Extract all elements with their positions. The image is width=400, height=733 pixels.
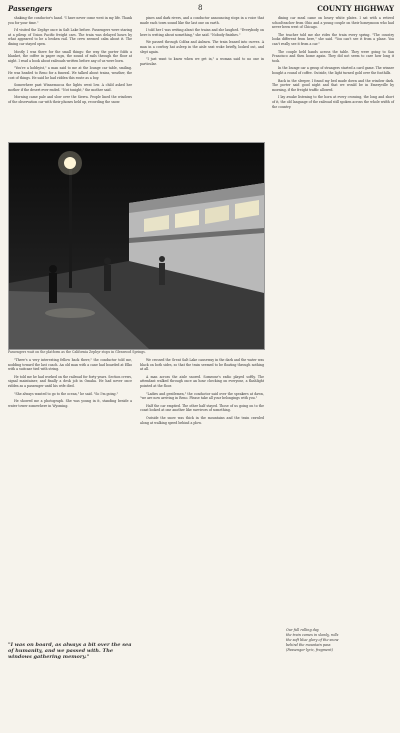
article-column-lower-1 [8,358,132,411]
poem-line: behind the mountain pass [286,643,331,647]
paragraph: Back in the sleeper, I found my bed made down and the window dark. The porter said good night and that we would be in Emeryville by morning, if the freight traffic allowed. [272,78,394,92]
paragraph: Outside the snow was thick in the mountains and the train crawled along at walking speed behind a plow. [140,415,264,425]
article-column-lower-2 [140,358,264,428]
paragraph: Somewhere past Winnemucca the lights went low. A child asked her mother if the desert ever ended. "Not tonight," the mother said. [8,83,132,92]
pull-quote: "I was on board, as always a bit over the sea of humanity, and we passed with. The windows gathering memory." [8,642,132,660]
paragraph: "You're a hobbyist," a man said to me at the lounge car table, smiling. He was headed to Reno for a funeral. We talked about trains, weather, the cost of things. He said he had ridden this route as a boy. [8,66,132,80]
paragraph: He showed me a photograph. She was young in it, standing beside a water tower somewhere in Wyoming. [8,399,132,408]
paragraph: We passed through Colfax and Auburn. The train leaned into curves. A man in a cowboy hat asleep in the aisle seat woke briefly, looked out, and slept again. [140,40,264,54]
poem-excerpt [286,628,386,653]
paragraph: I told her I was writing about the trains and she laughed. "Everybody on here is writing about something," she said. "Nobody finishes." [140,28,264,37]
paragraph: Half the car emptied. The other half stayed. Those of us going on to the coast looked at one another like survivors of something. [140,403,264,413]
paragraph: shaking the conductor's hand. "I have never come west in my life. Thank you for your time." [8,16,132,25]
paragraph: I lay awake listening to the horn at every crossing, the long and short of it, the old language of the railroad still spoken across the whole width of the country. [272,95,394,109]
poem-line: (Passenger lyric, fragment) [286,648,333,652]
photo-caption: Passengers wait on the platform as the California Zephyr stops in Glenwood Springs. [8,350,146,354]
paragraph: Morning came pale and slow over the Sierra. People lined the windows of the observation car with their phones held up, recording the snow. [8,95,132,104]
paragraph: In the lounge car a group of strangers started a card game. The winner bought a round of coffee. Outside, the light turned gold over the foothills. [272,66,394,75]
paragraph: The couple held hands across the table. They were going to San Francisco and then home again. They did not seem to care how long it took. [272,49,394,63]
page-number: 8 [198,4,203,12]
publication-name: COUNTY HIGHWAY [317,4,394,13]
poem-line: Our full rolling day [286,628,319,632]
photo-illustration [9,143,264,349]
paragraph: pines and dark rivers, and a conductor announcing stops in a voice that made each town sound like the last one on earth. [140,16,264,25]
paragraph: "I just want to know when we get in," a woman said to no one in particular. [140,57,264,66]
paragraph: He told me he had worked on the railroad for forty years. Section crews, signal maintainer, and finally a desk job in Omaha. He had never once ridden as a passenger until his wife died. [8,374,132,388]
train-platform-photo [8,142,265,350]
paragraph: A man across the aisle snored. Someone's radio played softly. The attendant walked through once an hour checking on everyone, a flashlight pointed at the floor. [140,374,264,388]
poem-line: the soft blue glory of the snow [286,638,339,642]
paragraph: Mostly I was there for the small things: the way the porter folds a blanket, the coffee in paper cups, the sound of rails through the floor at night. I read a book about railroads written before any of us were born. [8,49,132,63]
paragraph: "There's a very interesting fellow back there," the conductor told me, nodding toward the last coach. An old man with a cane had boarded at Elko with a suitcase tied with string. [8,358,132,372]
paragraph: We crossed the Great Salt Lake causeway in the dark and the water was black on both sides, so that the train seemed to be floating through nothing at all. [140,358,264,372]
article-column-3 [272,16,394,112]
article-column-1 [8,16,132,108]
paragraph: "Ladies and gentlemen," the conductor said over the speakers at dawn, "we are now arriving in Reno. Please take all your belongings with you." [140,391,264,401]
section-header: Passengers [8,4,53,13]
poem-line: the train comes in slowly, rolls [286,633,339,637]
paragraph: "She always wanted to go to the ocean," he said. "So I'm going." [14,391,119,396]
paragraph: dining car meal came on heavy white plates. I sat with a retired schoolteacher from Ohio and a young couple on their honeymoon who had never been west of Chicago. [272,16,394,30]
paragraph: I'd visited the Zephyr once in Salt Lake before. Passengers were staring at a pileup of Union Pacific freight cars. The train was delayed hours by what appeared to be a broken rail. The crew seemed calm about it. The dining car stayed open. [8,28,132,46]
article-column-2 [140,16,264,69]
paragraph: The teacher told me she rides the train every spring. "The country looks different from here," she said. "You can't see it from a plane. You can't really see it from a car." [272,32,394,46]
